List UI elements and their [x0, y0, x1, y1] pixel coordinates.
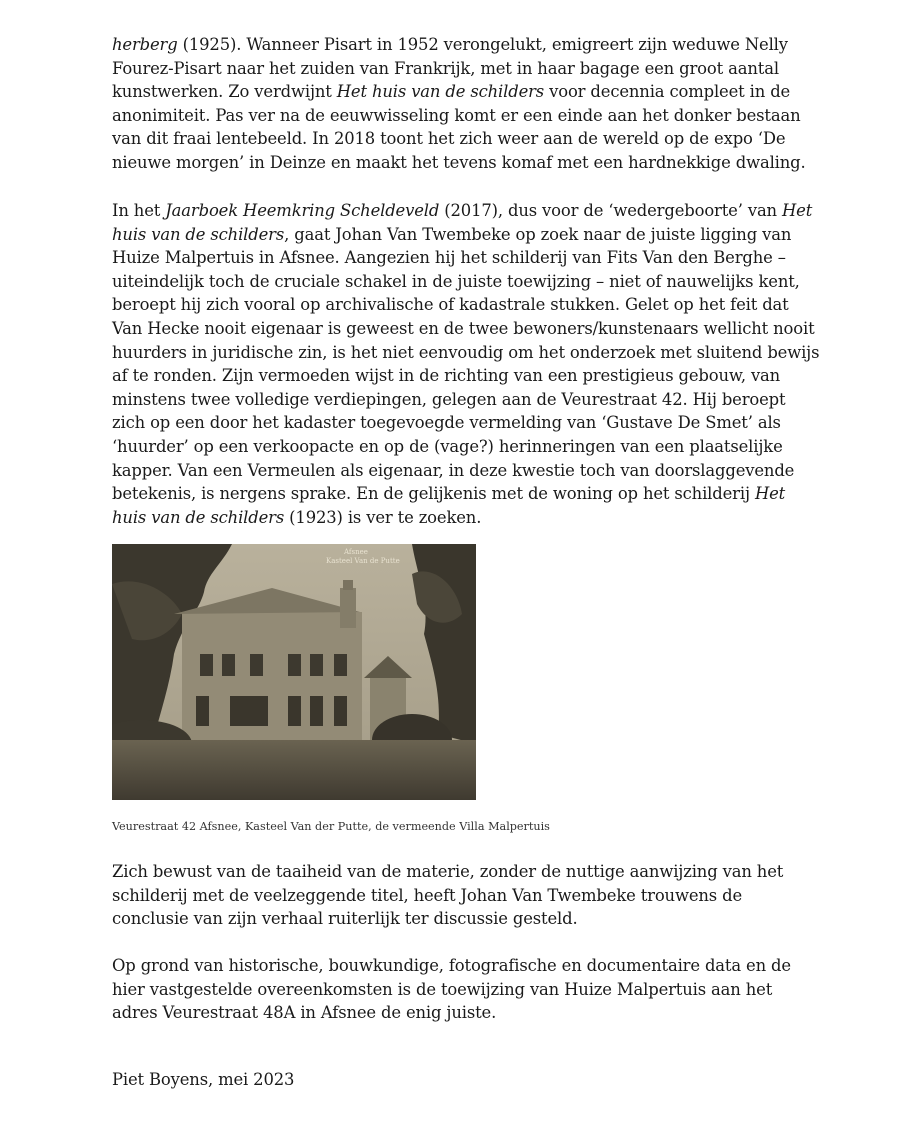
- paragraph-3: Zich bewust van de taaiheid van de materie, zonder de nuttige aanwijzing van het schilderij met de veelzeggende titel, heeft Johan Van Twembeke trouwens de conclusie van zijn verhaal ruiterlijk ter discussie gesteld.: [112, 862, 784, 929]
- historic-photo-kasteel: [112, 544, 476, 800]
- italic-title: Jaarboek Heemkring Scheldeveld: [165, 201, 440, 220]
- photo-caption: Veurestraat 42 Afsnee, Kasteel Van der Putte, de vermeende Villa Malpertuis: [112, 820, 550, 833]
- signature: Piet Boyens, mei 2023: [112, 1070, 295, 1089]
- text-run: (1925). Wanneer Pisart in 1952 verongelukt, emigreert zijn weduwe Nelly Fourez-Pisart naar het zuiden van Frankrijk, met in haar bagage een groot aantal kunstwerken. Zo verdwijnt: [112, 35, 788, 102]
- paragraph-2: [112, 199, 822, 529]
- text-run: (2017), dus voor de ‘wedergeboorte’ van: [439, 201, 783, 220]
- italic-term: herberg: [112, 35, 178, 54]
- paragraph-1: [112, 33, 822, 175]
- text-run: , gaat Johan Van Twembeke op zoek naar de juiste ligging van Huize Malpertuis in Afsnee. Aangezien hij het schilderij van Fits Van den Berghe – uiteindelijk toch de cruciale schakel in de juiste toewijzing – niet of nauwelijks kent, beroept hij zich vooral op archivalische of kadastrale stukken. Gelet op het feit dat Van Hecke nooit eigenaar is geweest en de twee bewoners/kunstenaars wellicht nooit huurders in juridische zin, is het niet eenvoudig om het onderzoek met sluitend bewijs af te ronden. Zijn vermoeden wijst in de richting van een prestigieus gebouw, van minstens twee volledige verdiepingen, gelegen aan de Veurestraat 42. Hij beroept zich op een door het kadaster toegevoegde vermelding van ‘Gustave De Smet’ als ‘huurder’ op een verkoopacte en op de (vage?) herinneringen van een plaatselijke kapper. Van een Vermeulen als eigenaar, in deze kwestie toch van doorslaggevende betekenis, is nergens sprake. En de gelijkenis met de woning op het schilderij: [112, 224, 820, 504]
- italic-title: Het huis van de schilders: [112, 484, 786, 527]
- text-run: (1923) is ver te zoeken.: [284, 507, 482, 527]
- italic-title: Het huis van de schilders: [112, 201, 813, 244]
- photo-inscription-2: Kasteel Van de Putte: [326, 557, 400, 565]
- text-run: In het: [112, 201, 166, 220]
- paragraph-4: Op grond van historische, bouwkundige, fotografische en documentaire data en de hier vastgestelde overeenkomsten is de toewijzing van Huize Malpertuis aan het adres Veurestraat 48A in Afsnee de enig juiste.: [112, 956, 791, 1023]
- photo-inscription-1: Afsnee: [344, 548, 368, 556]
- text-run: voor decennia compleet in de anonimiteit. Pas ver na de eeuwwisseling komt er een einde aan het donker bestaan van dit fraai lentebeeld. In 2018 toont het zich weer aan de wereld op de expo ‘De nieuwe morgen’ in Deinze en maakt het tevens komaf met een hardnekkige dwaling.: [112, 82, 806, 172]
- italic-title: Het huis van de schilders: [336, 82, 545, 102]
